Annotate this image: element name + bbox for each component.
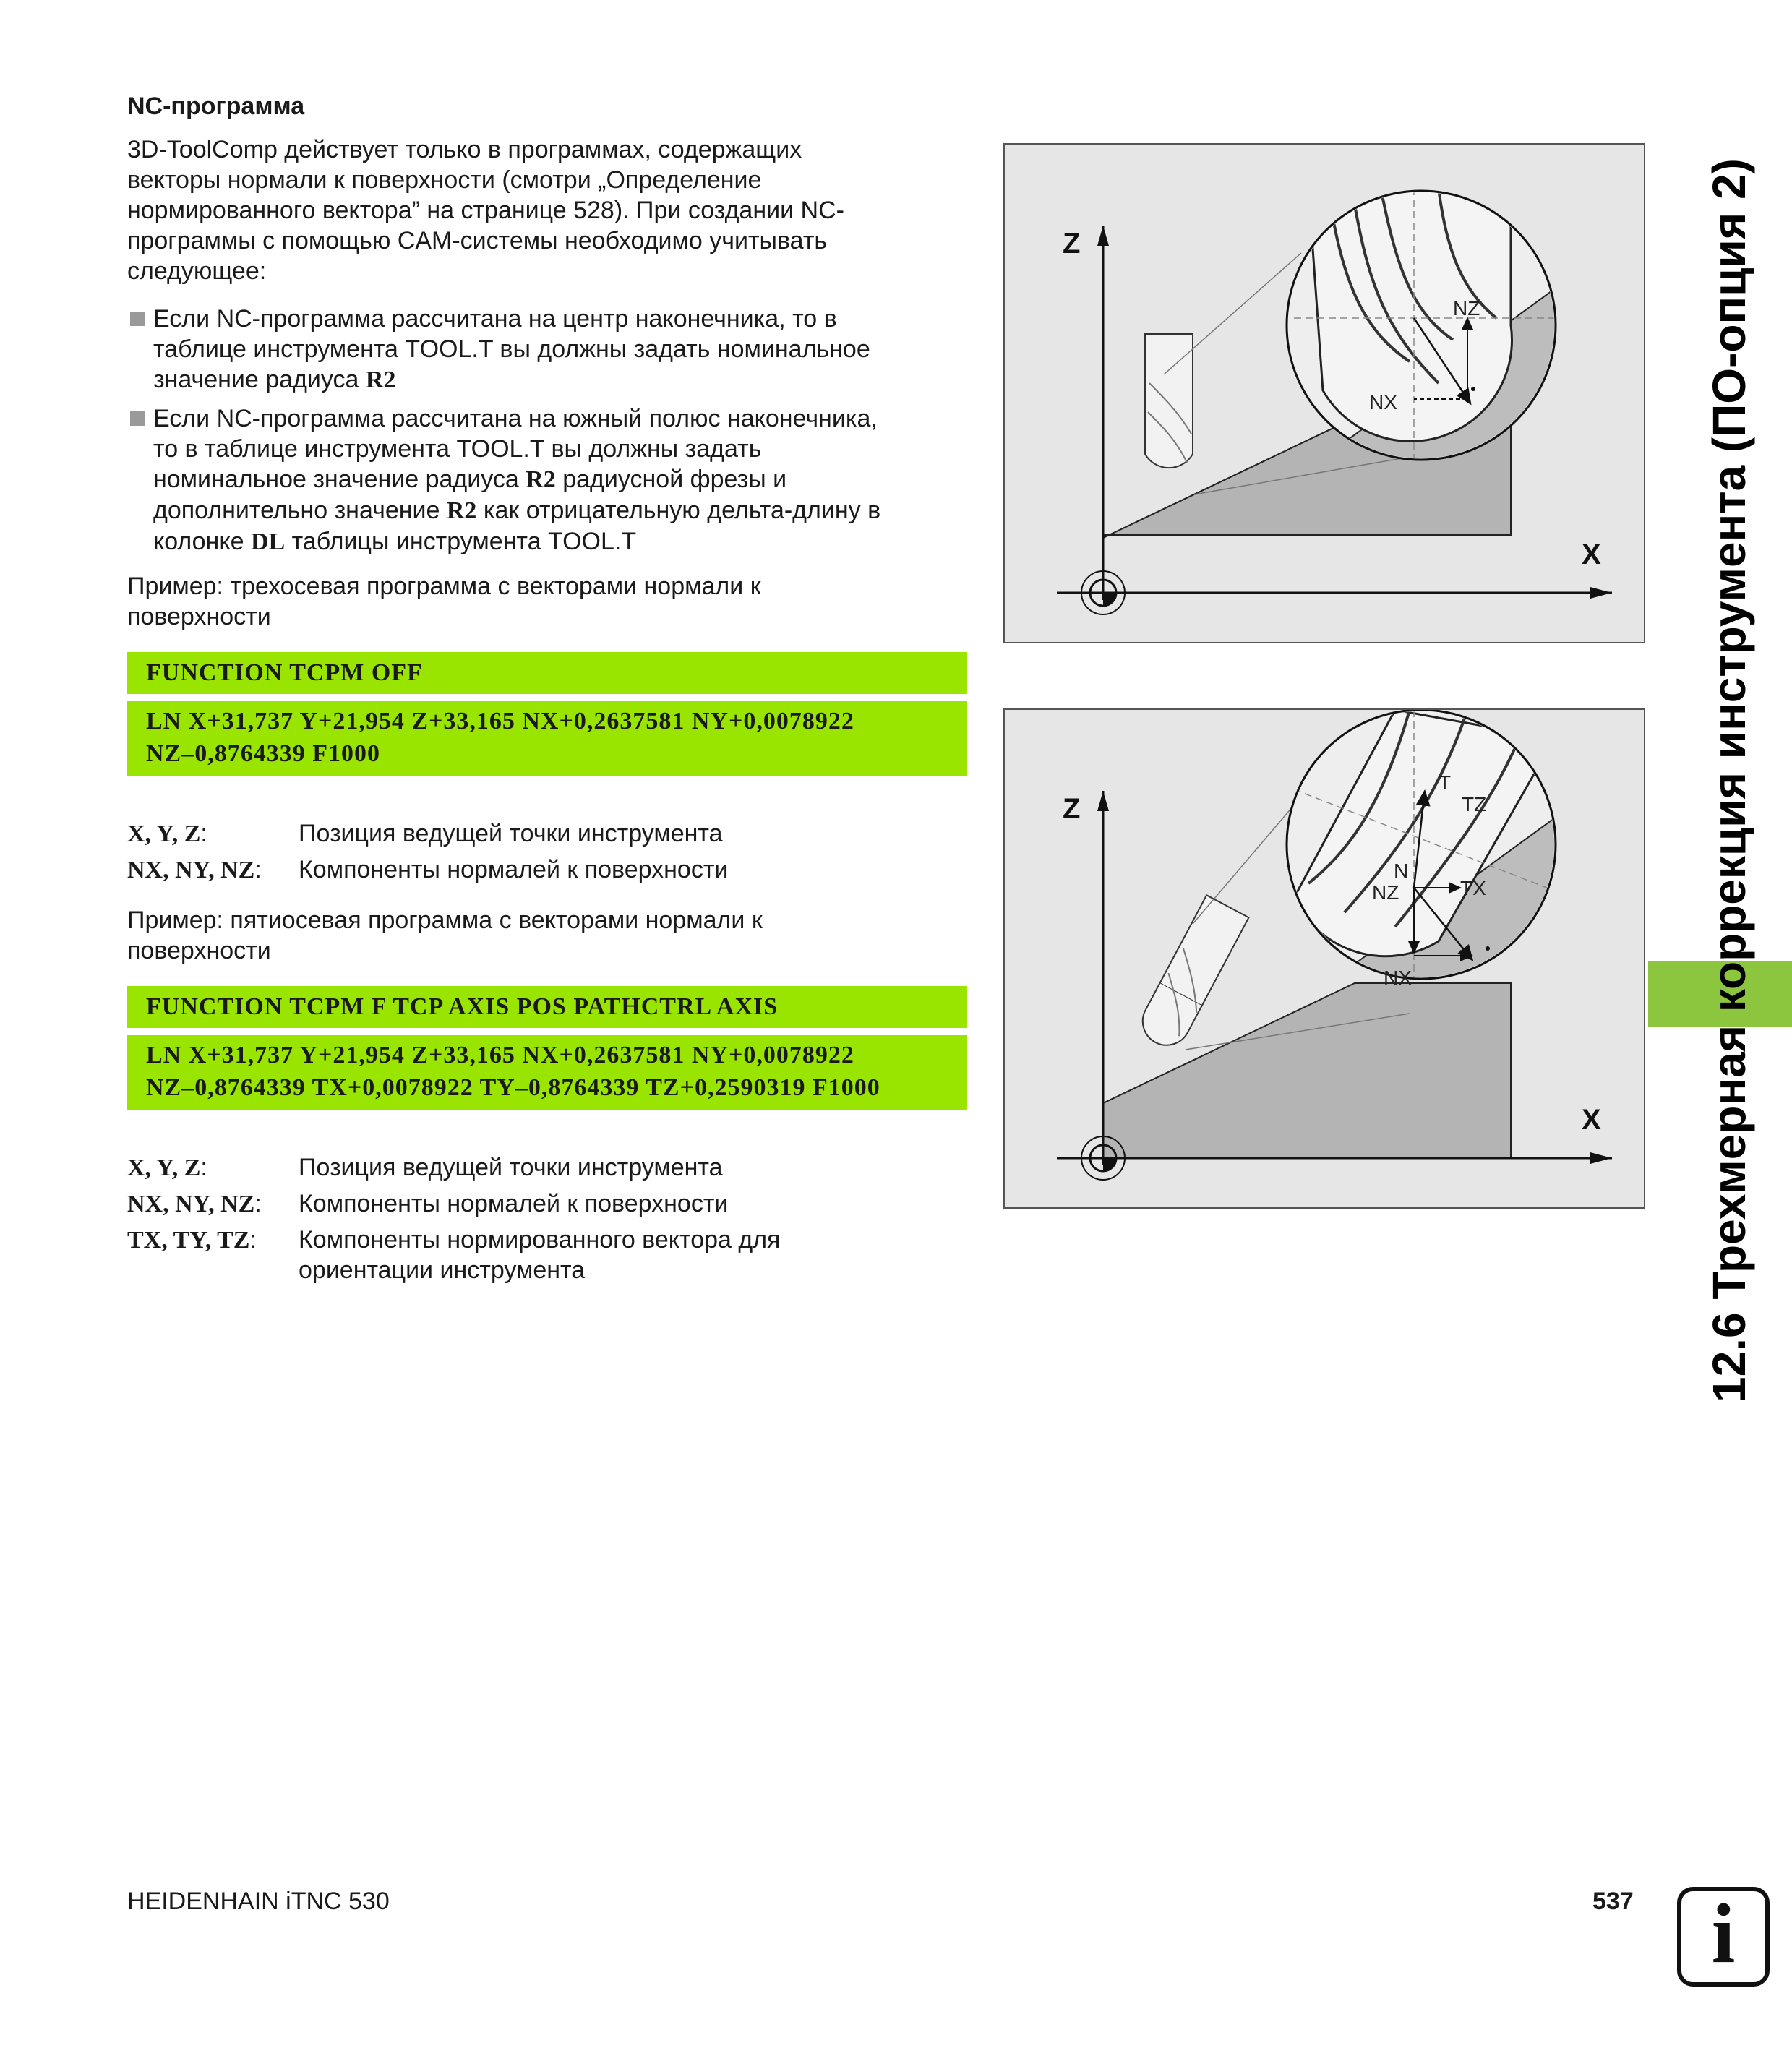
definition-text: Позиция ведущей точки инструмента	[299, 820, 723, 847]
intro-line: 3D-ToolComp действует только в программах, содержащих	[127, 136, 802, 163]
bullet-text: значение радиуса	[153, 366, 366, 393]
definition-list	[127, 815, 959, 895]
bullet-line	[153, 526, 999, 557]
footer-product: HEIDENHAIN iTNC 530	[127, 1888, 390, 1915]
code-line: LN X+31,737 Y+21,954 Z+33,165 NX+0,2637581 NY+0,0078922	[146, 708, 854, 734]
bullet-line	[153, 495, 999, 526]
code-line: FUNCTION TCPM F TCP AXIS POS PATHCTRL AXIS	[146, 993, 779, 1020]
term-separator: :	[254, 1190, 262, 1217]
label-nx: NX	[1369, 391, 1397, 414]
bullet-square-icon	[130, 411, 145, 426]
definition-line: ориентации инструмента	[299, 1256, 586, 1284]
section-heading: NC-программа	[127, 93, 305, 120]
intro-line: Пример: трехосевая программа с векторами нормали к	[127, 573, 761, 600]
example1-intro	[127, 571, 959, 632]
label-tx: TX	[1460, 877, 1486, 899]
definition-line: Компоненты нормированного вектора для	[299, 1226, 781, 1254]
code-block	[127, 652, 967, 694]
code-block	[127, 701, 967, 776]
param-dl: DL	[250, 528, 286, 555]
figure-3axis-normal-vector	[1003, 143, 1645, 643]
code-line: NZ–0,8764339 F1000	[146, 740, 380, 767]
definition-text: Компоненты нормалей к поверхности	[299, 856, 729, 883]
label-t: T	[1439, 771, 1452, 794]
info-glyph: i	[1711, 1886, 1736, 1981]
code-line: LN X+31,737 Y+21,954 Z+33,165 NX+0,2637581 NY+0,0078922	[146, 1042, 854, 1068]
info-icon	[1677, 1887, 1770, 1987]
bullet-line	[153, 464, 999, 495]
definition-term	[127, 815, 207, 852]
code-line: NZ–0,8764339 TX+0,0078922 TY–0,8764339 TZ+0,2590319 F1000	[146, 1074, 880, 1101]
bullet-text: как отрицательную дельта-длину в	[476, 497, 881, 524]
term-separator: :	[200, 820, 207, 847]
bullet-item	[127, 403, 999, 557]
figure-3axis-svg	[1005, 145, 1644, 642]
tilted-ball-end-mill-icon	[1134, 895, 1248, 1053]
term-text: NX, NY, NZ	[127, 857, 255, 883]
param-r2: R2	[446, 497, 477, 524]
bullet-line: Если NC-программа рассчитана на центр наконечника, то в	[153, 305, 837, 333]
code-line: FUNCTION TCPM OFF	[146, 659, 423, 686]
label-nz: NZ	[1453, 297, 1480, 320]
bullet-text: дополнительно значение	[153, 497, 447, 524]
definition-row	[127, 815, 959, 852]
definition-term	[127, 1149, 207, 1186]
bullet-line: то в таблице инструмента TOOL.T вы должны задать	[153, 435, 762, 463]
definition-row	[127, 1149, 959, 1186]
code-block	[127, 986, 967, 1028]
term-text: NX, NY, NZ	[127, 1191, 255, 1217]
ball-end-mill-icon	[1145, 334, 1193, 468]
bullet-text: радиусной фрезы и	[555, 466, 787, 493]
figure-5axis-svg	[1005, 710, 1644, 1207]
term-separator: :	[254, 856, 262, 883]
definition-term	[127, 1222, 257, 1259]
intro-line: нормированного вектора” на странице 528). При создании NC-	[127, 197, 844, 224]
param-r2: R2	[526, 466, 556, 493]
chapter-title-vertical: 12.6 Трехмерная коррекция инструмента (ПО-опция 2)	[1703, 158, 1755, 1402]
term-text: X, Y, Z	[127, 1154, 201, 1181]
definition-list	[127, 1149, 959, 1294]
param-r2: R2	[365, 367, 396, 393]
definition-text: Позиция ведущей точки инструмента	[299, 1154, 723, 1181]
bullet-square-icon	[130, 312, 145, 326]
definition-row	[127, 1186, 959, 1222]
label-nz: NZ	[1372, 881, 1399, 904]
definition-term	[127, 1186, 262, 1222]
axis-label-z: Z	[1063, 793, 1081, 825]
figure-5axis-tool-vector	[1003, 708, 1645, 1209]
definition-row	[127, 1222, 959, 1287]
intro-line: поверхности	[127, 937, 271, 964]
axis-label-z: Z	[1063, 228, 1081, 260]
definition-row	[127, 852, 959, 888]
axis-label-x: X	[1582, 1104, 1601, 1136]
term-text: X, Y, Z	[127, 821, 201, 847]
intro-line: программы с помощью CAM-системы необходимо учитывать	[127, 227, 828, 254]
code-block	[127, 1035, 967, 1110]
bullet-text: номинальное значение радиуса	[153, 466, 526, 493]
definition-term	[127, 852, 262, 888]
definition-text: Компоненты нормалей к поверхности	[299, 1190, 729, 1217]
axis-label-x: X	[1582, 539, 1601, 570]
bullet-text: таблицы инструмента TOOL.T	[285, 528, 637, 555]
definition-text	[299, 1225, 780, 1285]
label-n: N	[1394, 860, 1409, 882]
intro-line: векторы нормали к поверхности (смотри „Определение	[127, 166, 762, 194]
bullet-line	[153, 364, 999, 395]
term-separator: :	[249, 1226, 257, 1254]
magnifier-detail	[1287, 710, 1583, 1014]
intro-paragraph	[127, 134, 959, 286]
label-tz: TZ	[1462, 793, 1487, 815]
intro-line: поверхности	[127, 603, 271, 630]
intro-line: следующее:	[127, 257, 267, 285]
bullet-line: Если NC-программа рассчитана на южный полюс наконечника,	[153, 405, 878, 432]
bullet-item	[127, 304, 999, 395]
bullet-line: таблице инструмента TOOL.T вы должны задать номинальное	[153, 335, 870, 363]
example2-intro	[127, 905, 959, 966]
term-text: TX, TY, TZ	[127, 1227, 250, 1254]
bullet-text: колонке	[153, 528, 251, 555]
page-number: 537	[1592, 1888, 1634, 1915]
term-separator: :	[200, 1154, 207, 1181]
intro-line: Пример: пятиосевая программа с векторами нормали к	[127, 907, 763, 934]
label-nx: NX	[1384, 967, 1412, 989]
